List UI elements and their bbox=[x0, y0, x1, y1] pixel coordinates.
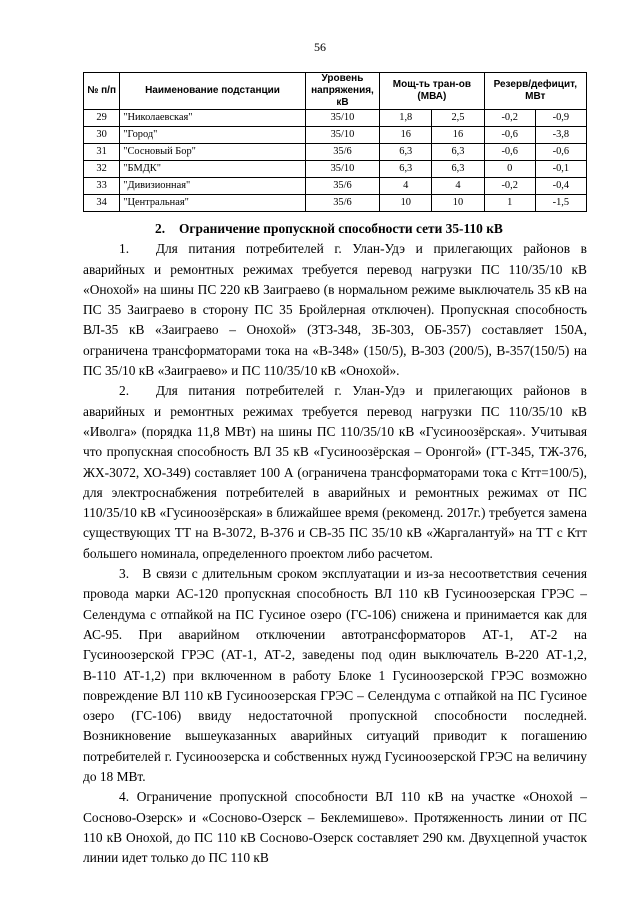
cell-level: 35/6 bbox=[305, 195, 379, 212]
cell-power-2: 6,3 bbox=[432, 161, 484, 178]
cell-name: "БМДК" bbox=[120, 161, 306, 178]
section-title: Ограничение пропускной способности сети 35-110 кВ bbox=[179, 221, 503, 236]
section-heading bbox=[83, 219, 587, 239]
cell-reserve-1: -0,6 bbox=[484, 144, 535, 161]
cell-num: 33 bbox=[84, 178, 120, 195]
page-number: 56 bbox=[314, 40, 326, 54]
cell-level: 35/6 bbox=[305, 178, 379, 195]
cell-name: "Центральная" bbox=[120, 195, 306, 212]
paragraph-4: 4. Ограничение пропускной способности ВЛ 110 кВ на участке «Онохой – Сосново-Озерск» и «Сосново-Озерск – Беклемишево». Протяженность линии от ПС 110 кВ Онохой, до ПС 110 кВ Сосново-Озерск составляет 290 км. Двухцепной участок линии идет только до ПС 110 кВ bbox=[83, 789, 587, 866]
cell-power-1: 6,3 bbox=[380, 144, 432, 161]
table-header-row bbox=[84, 73, 587, 110]
cell-power-2: 4 bbox=[432, 178, 484, 195]
table-row bbox=[84, 127, 587, 144]
cell-reserve-2: -0,4 bbox=[535, 178, 586, 195]
cell-reserve-1: -0,2 bbox=[484, 110, 535, 127]
header-reserve: Резерв/дефицит, МВт bbox=[484, 73, 586, 110]
paragraph-2: 2. Для питания потребителей г. Улан-Удэ и прилегающих районов в аварийных и ремонтных режимах требуется перевод нагрузки ПС 110/35/10 кВ «Иволга» (порядка 11,8 МВт) на шины ПС 110/35/10 кВ «Гусиноозёрская». Учитывая что пропускная способность ВЛ 35 кВ «Гусиноозёрская – Оронгой» (ГТ-345, ТЖ-376, ЖХ-3072, ХО-349) составляет 100 А (ограничена трансформаторами тока с Ктт=100/5), для электроснабжения потребителей в аварийных и ремонтных режимах от ПС 110/35/10 кВ «Гусиноозёрская» в ближайшее время (рекоменд. 2017г.) требуется замена существующих ТТ на В-3072, В-376 и СВ-35 ПС 35/10 кВ «Жаргалантуй» на ТТ с Ктт большего номинала, определенного проектом либо расчетом. bbox=[83, 383, 587, 561]
document-body bbox=[83, 219, 587, 869]
cell-power-1: 4 bbox=[380, 178, 432, 195]
header-num: № п/п bbox=[84, 73, 120, 110]
cell-reserve-1: -0,2 bbox=[484, 178, 535, 195]
table-row bbox=[84, 178, 587, 195]
table-row bbox=[84, 110, 587, 127]
cell-reserve-2: -0,9 bbox=[535, 110, 586, 127]
cell-power-2: 2,5 bbox=[432, 110, 484, 127]
cell-power-2: 16 bbox=[432, 127, 484, 144]
cell-power-1: 10 bbox=[380, 195, 432, 212]
header-power: Мощ-ть тран-ов (МВА) bbox=[380, 73, 484, 110]
cell-reserve-2: -3,8 bbox=[535, 127, 586, 144]
cell-power-1: 6,3 bbox=[380, 161, 432, 178]
cell-level: 35/10 bbox=[305, 161, 379, 178]
cell-num: 32 bbox=[84, 161, 120, 178]
header-level: Уровень напряжения, кВ bbox=[305, 73, 379, 110]
cell-name: "Сосновый Бор" bbox=[120, 144, 306, 161]
table-row bbox=[84, 144, 587, 161]
section-number: 2. bbox=[155, 221, 166, 236]
table-row bbox=[84, 161, 587, 178]
cell-name: "Дивизионная" bbox=[120, 178, 306, 195]
cell-num: 31 bbox=[84, 144, 120, 161]
table-row bbox=[84, 195, 587, 212]
cell-level: 35/10 bbox=[305, 110, 379, 127]
cell-level: 35/6 bbox=[305, 144, 379, 161]
cell-num: 34 bbox=[84, 195, 120, 212]
cell-num: 29 bbox=[84, 110, 120, 127]
cell-reserve-2: -0,1 bbox=[535, 161, 586, 178]
cell-reserve-1: 0 bbox=[484, 161, 535, 178]
cell-reserve-1: -0,6 bbox=[484, 127, 535, 144]
cell-num: 30 bbox=[84, 127, 120, 144]
cell-power-2: 6,3 bbox=[432, 144, 484, 161]
cell-name: "Город" bbox=[120, 127, 306, 144]
cell-reserve-2: -1,5 bbox=[535, 195, 586, 212]
header-name: Наименование подстанции bbox=[120, 73, 306, 110]
paragraph-3: 3. В связи с длительным сроком эксплуатации и из-за несоответствия сечения провода марки АС-120 пропускная способность ВЛ 110 кВ Гусиноозерская ГРЭС – Селендума с отпайкой на ПС Гусиное озеро (ГС-106) снижена и принимается как для АС-95. При аварийном отключении автотрансформаторов АТ-1, АТ-2 на Гусиноозерской ГРЭС (АТ-1, АТ-2, заведены под один выключатель В-220 АТ-1,2, В-110 АТ-1,2) при включенном в работу Блоке 1 Гусиноозерской ГРЭС возможно повреждение ВЛ 110 кВ Гусиноозерская ГРЭС – Селендума с отпайкой на ПС Гусиное озеро (ГС-106) ввиду недостаточной пропускной способности последней. Возникновение вышеуказанных аварийных ситуаций приводит к погашению потребителей г. Гусиноозерска и собственных нужд Гусиноозерской ГРЭС на величину до 18 МВт. bbox=[83, 566, 587, 785]
cell-name: "Николаевская" bbox=[120, 110, 306, 127]
substation-table bbox=[83, 72, 587, 212]
cell-power-2: 10 bbox=[432, 195, 484, 212]
cell-power-1: 1,8 bbox=[380, 110, 432, 127]
paragraph-1: 1. Для питания потребителей г. Улан-Удэ и прилегающих районов в аварийных и ремонтных режимах требуется перевод нагрузки ПС 110/35/10 кВ «Онохой» на шины ПС 220 кВ Заиграево (в нормальном режиме выключатель 35 кВ на ПС 35 Заиграево в сторону ПС 35 Бройлерная отключен). Пропускная способность ВЛ-35 кВ «Заиграево – Онохой» (ЗТЗ-348, ЗБ-303, ОБ-357) составляет 150А, ограничена трансформаторами тока на «В-348» (150/5), В-303 (200/5), В-357(150/5) на ПС 35/10 кВ «Заиграево» и ПС 110/35/10 кВ «Онохой». bbox=[83, 241, 587, 379]
cell-power-1: 16 bbox=[380, 127, 432, 144]
cell-reserve-2: -0,6 bbox=[535, 144, 586, 161]
cell-reserve-1: 1 bbox=[484, 195, 535, 212]
cell-level: 35/10 bbox=[305, 127, 379, 144]
